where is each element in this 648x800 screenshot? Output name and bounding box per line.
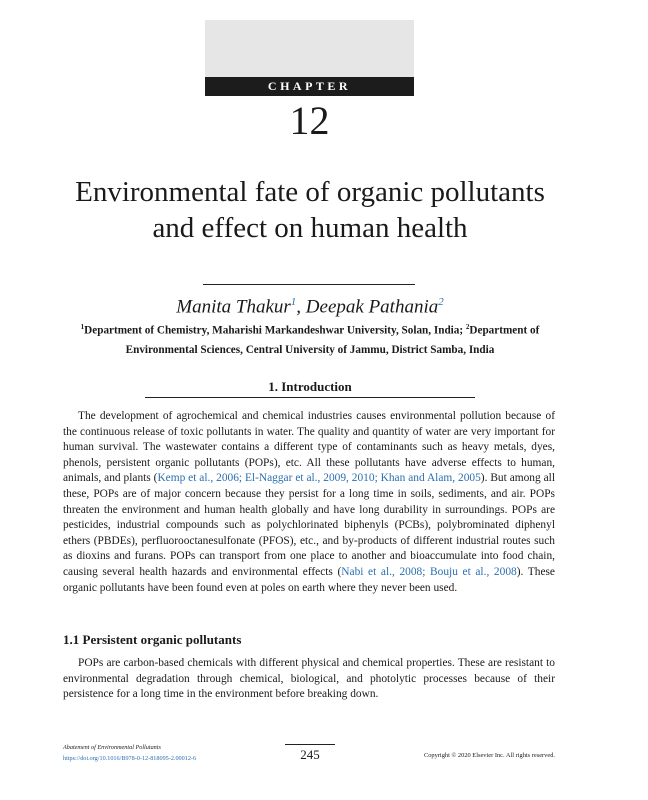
doi-link[interactable]: https://doi.org/10.1016/B978-0-12-818095-2.00012-6 [63,755,197,762]
paragraph-text: ). But among all these, POPs are of major concern because they persist for a long time in soils, sediments, and air. POPs threaten the environment and human health globally and have long durability in surroundings. POPs are pesticides, industrial compounds such as polychlorinated biphenyls (PCBs), polybrominated diphenyl ethers (PBDEs), perfluorooctanesulfonate (PFOS), etc., and by-products of different industrial routes such as dioxins and furans. POPs can transport from one place to another and bioaccumulate into food chain, causing several health hazards and environmental effects ( [63,472,555,578]
author-name: Manita Thakur [176,296,291,318]
paragraph-text: ). These organic pollutants have been found even at poles on earth where they never been used. [63,565,555,594]
affiliation-marker[interactable]: 1 [290,296,297,308]
affiliations [62,318,558,360]
affiliation-number: 1 [80,323,85,331]
section-heading-introduction: 1. Introduction [268,379,352,394]
author-line [60,289,560,320]
paragraph-text: The development of agrochemical and chemical industries causes environmental pollution because of the continuous release of toxic pollutants in water. The quality and quantity of water are very important for human survival. The wastewater contains a different type of contaminants such as heavy metals, dyes, phenols, persistent organic pollutants (POPs), etc. All these pollutants have adverse effects to human, animals, and plants ( [63,410,555,485]
affiliation-marker[interactable]: 2 [438,296,444,308]
chapter-title: Environmental fate of organic pollutants and effect on human health [75,176,545,244]
chapter-number: 12 [289,98,330,143]
affiliation-text: Department of Environmental Sciences, Central University of Jammu, District Samba, India [125,324,540,356]
section-divider [145,397,475,398]
book-title: Abatement of Environmental Pollutants [63,744,161,751]
author-separator: , [296,296,306,318]
citation-link[interactable]: Kemp et al., 2006; El-Naggar et al., 2009, 2010; Khan and Alam, 2005 [157,472,481,485]
citation-link[interactable]: Nabi et al., 2008; Bouju et al., 2008 [341,565,517,578]
page-number-rule [285,744,335,745]
footer-source [63,742,293,764]
pops-paragraph: POPs are carbon-based chemicals with different physical and chemical properties. These are resistant to environmental degradation through chemical, biological, and photolytic processes because of their persistence for a long time in the environment before breaking down. [63,657,555,701]
introduction-paragraph [63,409,555,596]
title-divider [203,284,415,285]
page-number: 245 [300,747,320,762]
affiliation-number: 2 [465,323,470,331]
copyright-notice: Copyright © 2020 Elsevier Inc. All rights reserved. [423,752,555,759]
author-name: Deepak Pathania [305,296,439,318]
affiliation-text: Department of Chemistry, Maharishi Markandeshwar University, Solan, India; [84,324,466,337]
section-heading-pops: 1.1 Persistent organic pollutants [63,632,242,647]
chapter-label: CHAPTER [205,77,414,96]
